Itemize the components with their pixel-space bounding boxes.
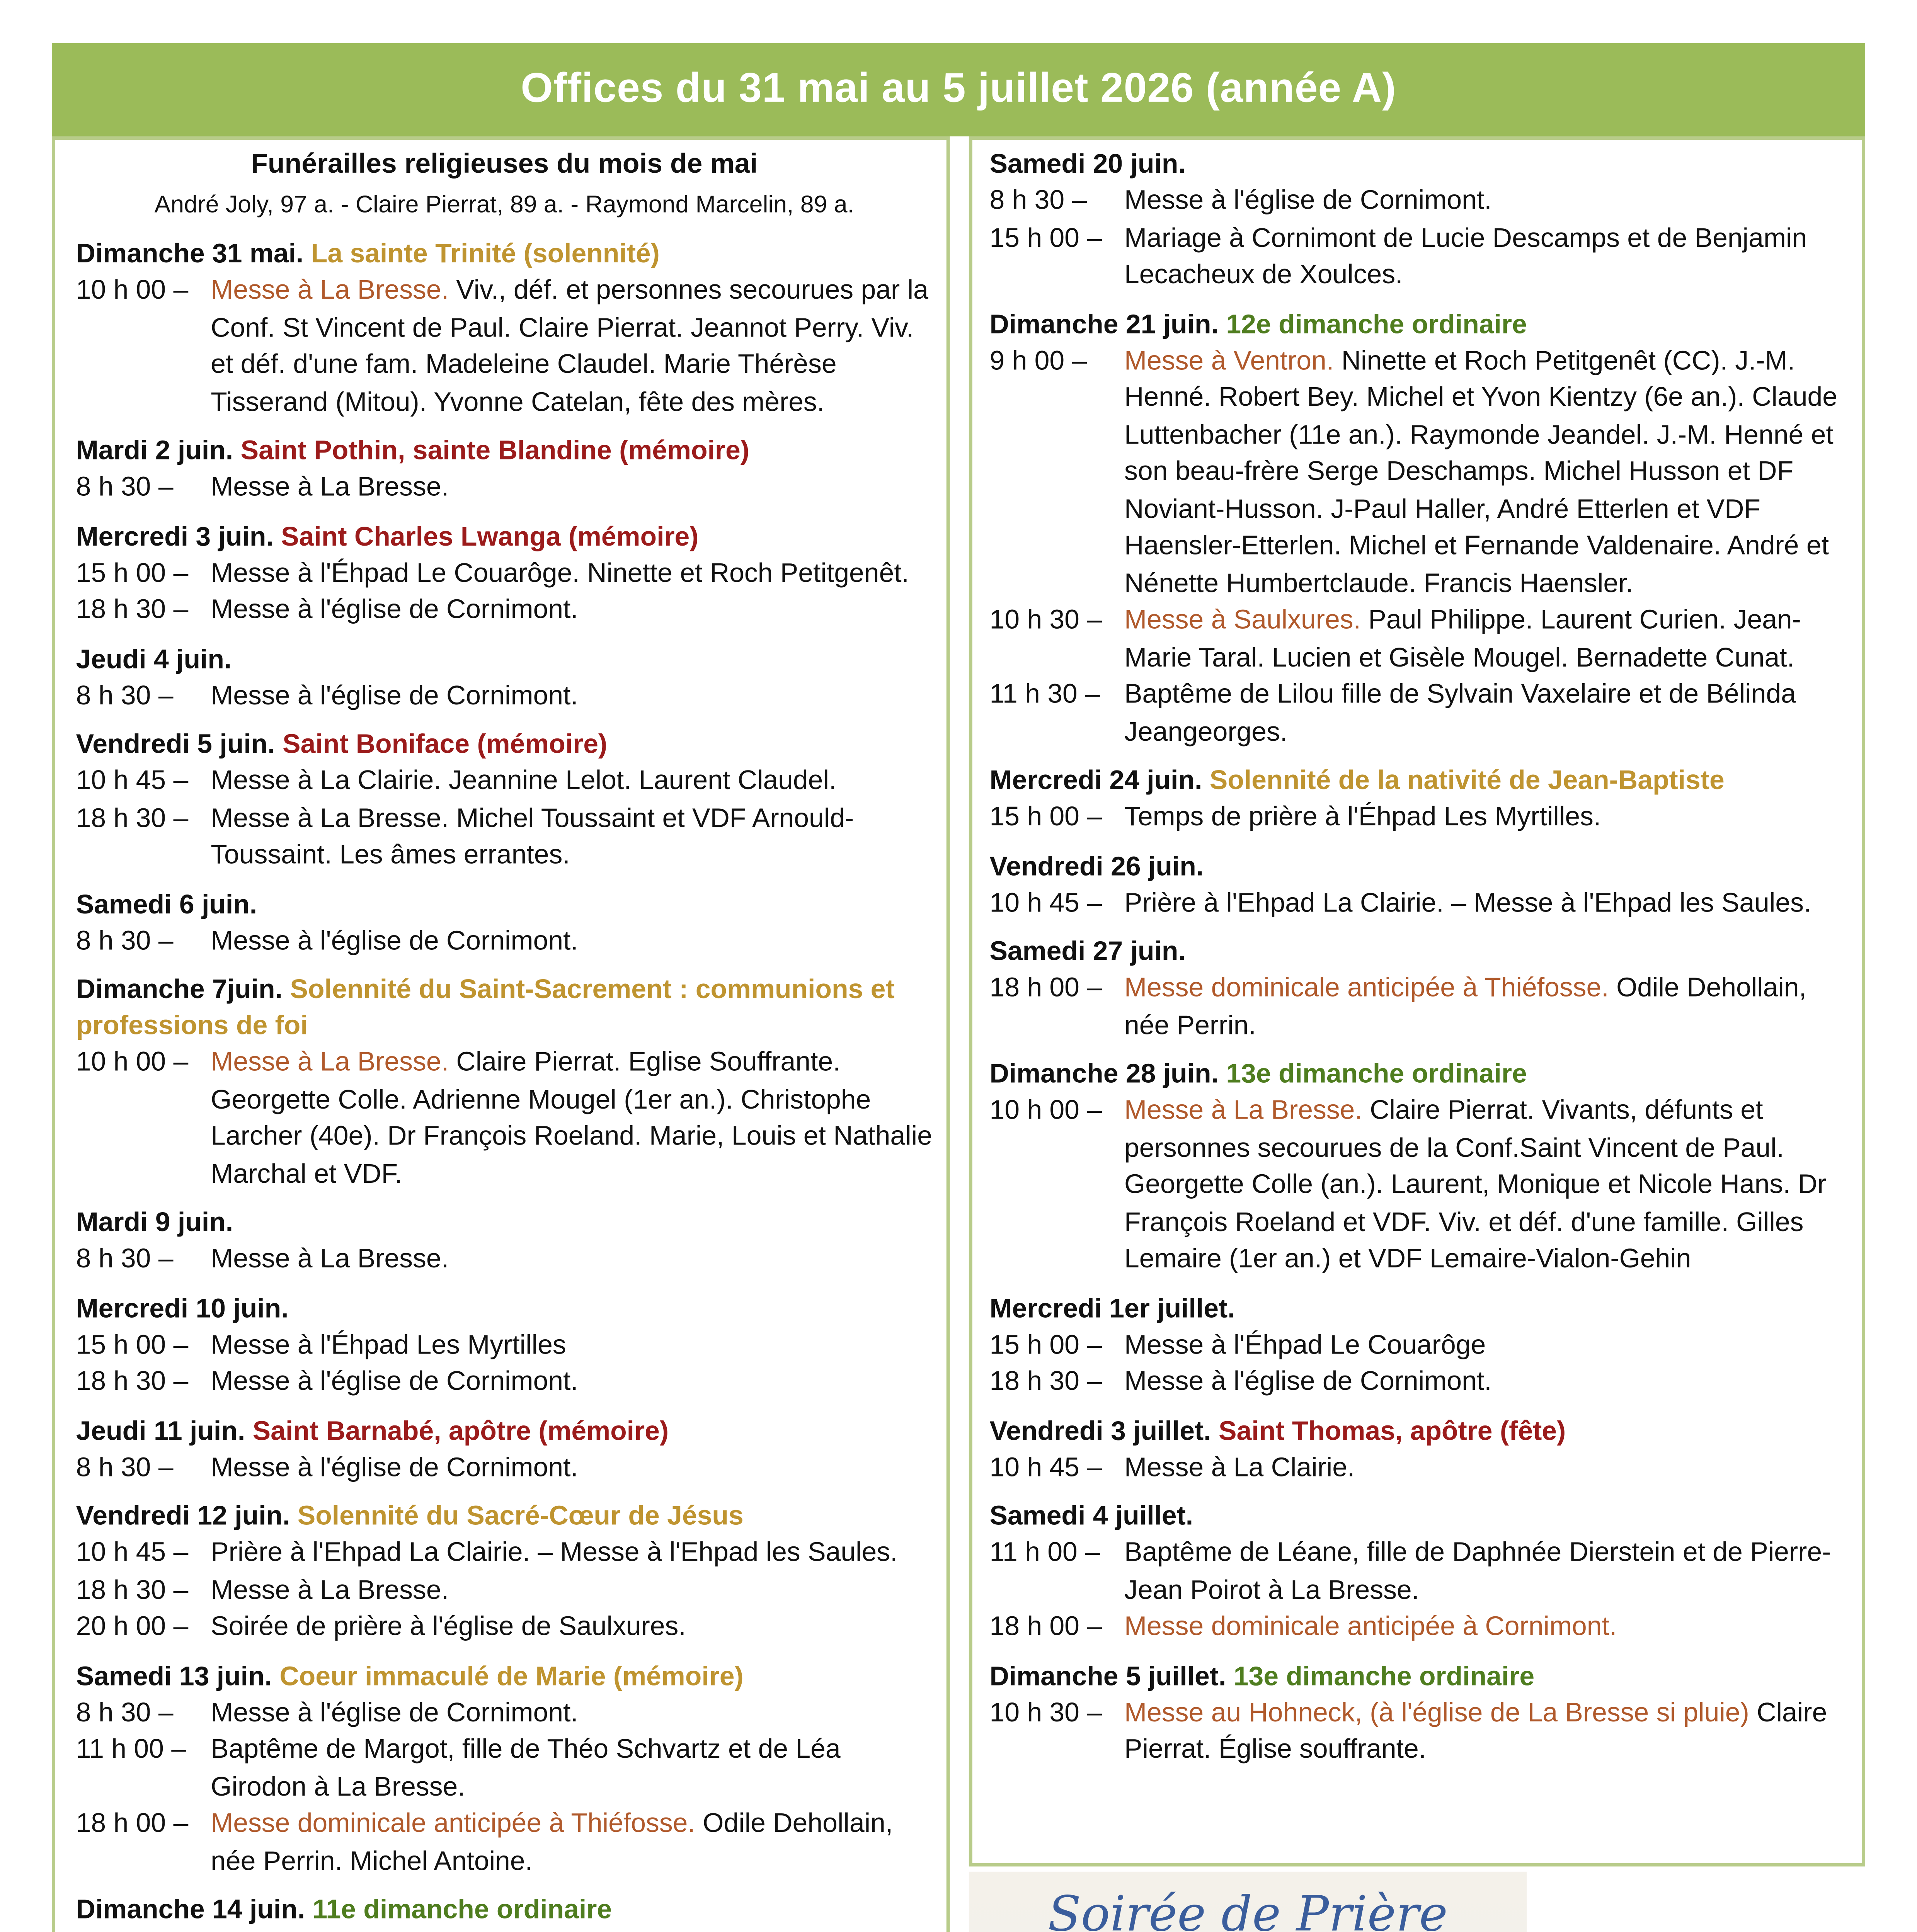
entry-time: 8 h 30 – — [76, 1245, 174, 1274]
entry-details — [211, 273, 933, 421]
entry-details — [211, 1242, 933, 1279]
schedule-entry — [76, 1449, 933, 1486]
entry-text: Messe à l'église de Cornimont. — [211, 595, 578, 625]
mass-location: Messe à Ventron. — [1124, 346, 1334, 376]
entry-details — [1124, 183, 1848, 220]
entry-time: 8 h 30 – — [989, 186, 1087, 216]
day-block — [989, 147, 1848, 294]
entry-time: 18 h 30 – — [76, 1575, 189, 1605]
entry-time: 10 h 00 – — [76, 1048, 189, 1078]
schedule-entry — [76, 1732, 933, 1806]
day-heading — [989, 849, 1848, 885]
day-date: Samedi 27 juin. — [989, 937, 1186, 967]
schedule-entry — [989, 1695, 1848, 1769]
entry-details — [1124, 799, 1848, 837]
entry-time: 18 h 30 – — [76, 595, 189, 625]
mass-location: Messe à La Bresse. — [1124, 1096, 1362, 1126]
day-date: Jeudi 11 juin. — [76, 1417, 245, 1446]
schedule-entry — [989, 183, 1848, 220]
entry-details — [211, 1609, 933, 1646]
schedule-entry — [989, 1327, 1848, 1364]
liturgical-feast: 13e dimanche ordinaire — [1233, 1662, 1535, 1691]
day-block — [76, 434, 933, 507]
entry-text: Messe à l'église de Cornimont. — [1124, 186, 1492, 216]
schedule-entry — [989, 970, 1848, 1044]
day-block — [76, 1291, 933, 1401]
day-heading — [76, 727, 933, 763]
entry-time: 18 h 00 – — [989, 974, 1102, 1003]
day-block — [76, 519, 933, 629]
day-block — [989, 849, 1848, 922]
liturgical-feast: Saint Boniface (mémoire) — [283, 730, 608, 760]
entry-time: 11 h 00 – — [76, 1735, 187, 1765]
schedule-column-right — [969, 136, 1865, 1866]
schedule-entry — [76, 1609, 933, 1646]
liturgical-feast: Saint Barnabé, apôtre (mémoire) — [252, 1417, 669, 1446]
day-date: Samedi 20 juin. — [989, 150, 1186, 180]
day-date: Vendredi 3 juillet. — [989, 1417, 1211, 1446]
entry-details — [1124, 1609, 1848, 1646]
entry-time — [76, 1929, 211, 1932]
poster-title: Soirée de Prière — [1048, 1885, 1448, 1932]
mass-location: Messe dominicale anticipée à Thiéfosse. — [1124, 974, 1609, 1003]
day-heading — [76, 1499, 933, 1535]
entry-details — [211, 555, 933, 592]
entry-details — [1124, 1327, 1848, 1364]
day-date: Samedi 6 juin. — [76, 890, 257, 920]
entry-text: Messe à l'Éhpad Le Couarôge. Ninette et Roch Petitgenêt. — [211, 558, 909, 588]
entry-details — [1124, 1093, 1848, 1279]
entry-time: 11 h 30 – — [989, 680, 1100, 710]
schedule-entry — [76, 1806, 933, 1880]
day-heading — [76, 1291, 933, 1327]
entry-details — [1124, 677, 1848, 751]
entry-time: 10 h 30 – — [989, 1698, 1102, 1728]
schedule-entry — [989, 1449, 1848, 1486]
day-date: Dimanche 7juin. — [76, 975, 283, 1005]
day-date: Dimanche 31 mai. — [76, 240, 304, 270]
liturgical-feast: Coeur immaculé de Marie (mémoire) — [279, 1662, 744, 1691]
liturgical-feast: Solennité du Saint-Sacrement : communions et professions de foi — [76, 975, 895, 1041]
day-block — [989, 763, 1848, 837]
mass-location: Messe à La Bresse. — [211, 1048, 449, 1078]
day-heading — [76, 236, 933, 273]
entry-time: 15 h 00 – — [76, 1330, 189, 1360]
day-block — [76, 1499, 933, 1646]
day-heading — [76, 519, 933, 555]
day-heading — [989, 934, 1848, 970]
mass-location: Messe dominicale anticipée à Cornimont. — [1124, 1612, 1617, 1642]
entry-details — [211, 1695, 933, 1732]
entry-time: 8 h 30 – — [76, 1698, 174, 1728]
day-block — [989, 1658, 1848, 1769]
liturgical-feast: Solennité du Sacré-Cœur de Jésus — [297, 1502, 744, 1532]
schedule-entry — [989, 603, 1848, 677]
day-block — [76, 972, 933, 1193]
entry-details — [211, 1535, 933, 1572]
day-block — [989, 1413, 1848, 1486]
day-date: Mercredi 10 juin. — [76, 1294, 289, 1324]
entry-text: Messe à l'église de Cornimont. — [211, 681, 578, 711]
entry-text: Messe à La Clairie. — [1124, 1453, 1355, 1483]
day-heading — [989, 1658, 1848, 1695]
schedule-entry — [76, 1535, 933, 1572]
entry-text: Messe à l'Éhpad Le Couarôge — [1124, 1330, 1486, 1360]
entry-text: Messe à La Bresse. — [211, 1245, 449, 1274]
entry-text: Messe à l'église de Cornimont. — [1124, 1367, 1492, 1397]
schedule-entry — [989, 677, 1848, 751]
liturgical-feast: 12e dimanche ordinaire — [1226, 310, 1527, 340]
entry-time: 18 h 30 – — [76, 804, 189, 833]
day-date: Vendredi 12 juin. — [76, 1502, 290, 1532]
schedule-entry — [76, 592, 933, 629]
schedule-entry — [989, 343, 1848, 603]
day-date: Mercredi 1er juillet. — [989, 1294, 1235, 1324]
day-heading — [989, 1499, 1848, 1535]
day-block — [76, 236, 933, 421]
schedule-entry — [76, 1572, 933, 1609]
entry-details — [1124, 1535, 1848, 1609]
entry-time: 10 h 00 – — [76, 276, 189, 306]
entry-text: Soirée de prière à l'église de Saulxures. — [211, 1612, 686, 1642]
funerals-names: André Joly, 97 a. - Claire Pierrat, 89 a. - Raymond Marcelin, 89 a. — [154, 190, 854, 218]
day-heading — [989, 1057, 1848, 1093]
day-date: Samedi 13 juin. — [76, 1662, 272, 1691]
day-block — [76, 1413, 933, 1486]
entry-details — [211, 1327, 933, 1364]
entry-text: Messe à l'église de Cornimont. — [211, 1698, 578, 1728]
day-date: Dimanche 21 juin. — [989, 310, 1219, 340]
entry-text: Temps de prière à l'Éhpad Les Myrtilles. — [1124, 803, 1601, 832]
entry-details — [211, 763, 933, 800]
schedule-entry — [76, 1327, 933, 1364]
day-date: Mardi 2 juin. — [76, 437, 233, 466]
entry-time: 10 h 45 – — [989, 1453, 1102, 1483]
left-days-list — [76, 236, 933, 1932]
entry-text: Prière à l'Ehpad La Clairie. – Messe à l'Ehpad les Saules. — [211, 1538, 898, 1568]
day-block — [76, 1658, 933, 1880]
page-title: Offices du 31 mai au 5 juillet 2026 (année A) — [52, 43, 1865, 136]
schedule-entry — [76, 1364, 933, 1401]
entry-text: Claire Pierrat. Église souffrante. — [1124, 1698, 1827, 1765]
entry-time: 10 h 45 – — [989, 888, 1102, 918]
schedule-entry — [76, 763, 933, 800]
entry-details — [211, 1732, 933, 1806]
liturgical-feast: 11e dimanche ordinaire — [312, 1896, 612, 1925]
liturgical-feast: Solennité de la nativité de Jean-Baptiste — [1209, 767, 1725, 796]
entry-text: Prière à l'Ehpad La Clairie. – Messe à l'Ehpad les Saules. — [1124, 888, 1811, 918]
entry-time: 8 h 30 – — [76, 926, 174, 956]
day-heading — [989, 1413, 1848, 1449]
schedule-entry — [989, 1364, 1848, 1401]
mass-location: Messe à Saulxures. — [1124, 606, 1361, 636]
schedule-entry — [989, 1093, 1848, 1279]
entry-details — [211, 678, 933, 715]
entry-details — [1124, 1449, 1848, 1486]
day-heading — [76, 641, 933, 678]
entry-text: Viv., déf. et personnes secourues par la Conf. St Vincent de Paul. Claire Pierrat. Jeannot Perry. Viv. et déf. d'une fam. Madeleine Claudel. Marie Thérèse Tisserand (Mitou). Yvonne Catelan, fête des mères. — [211, 276, 928, 417]
schedule-entry — [989, 799, 1848, 837]
entry-details — [1124, 885, 1848, 922]
entry-details — [1124, 603, 1848, 677]
entry-time: 18 h 00 – — [76, 1809, 189, 1839]
entry-text: Paul Philippe. Laurent Curien. Jean-Marie Taral. Lucien et Gisèle Mougel. Bernadette Cunat. — [1124, 606, 1801, 673]
entry-text: Messe à l'Éhpad Les Myrtilles — [211, 1330, 566, 1360]
entry-time: 15 h 00 – — [989, 1330, 1102, 1360]
entry-time: 18 h 00 – — [989, 1612, 1102, 1642]
day-block — [989, 1499, 1848, 1646]
entry-time: 15 h 00 – — [76, 558, 189, 588]
entry-time: 8 h 30 – — [76, 1453, 174, 1483]
day-date: Dimanche 14 juin. — [76, 1896, 305, 1925]
entry-details — [211, 1572, 933, 1609]
schedule-entry — [989, 220, 1848, 294]
entry-details — [211, 592, 933, 629]
entry-time: 8 h 30 – — [76, 681, 174, 711]
entry-text: Claire Pierrat. Eglise Souffrante. Georgette Colle. Adrienne Mougel (1er an.). Christophe Larcher (40e). Dr François Roeland. Marie, Louis et Nathalie Marchal et VDF. — [211, 1048, 932, 1189]
entry-time: 20 h 00 – — [76, 1612, 189, 1642]
entry-text: Messe à La Bresse. — [211, 473, 449, 503]
entry-details — [1124, 1364, 1848, 1401]
entry-text: Messe à l'église de Cornimont. — [211, 1367, 578, 1397]
day-heading — [989, 763, 1848, 799]
schedule-entry — [76, 273, 933, 421]
liturgical-feast: Saint Charles Lwanga (mémoire) — [281, 522, 699, 552]
day-block — [76, 641, 933, 715]
entry-time: 15 h 00 – — [989, 803, 1102, 832]
day-block — [989, 934, 1848, 1044]
schedule-entry — [76, 1044, 933, 1193]
day-block — [989, 1291, 1848, 1401]
day-date: Mercredi 3 juin. — [76, 522, 274, 552]
day-date: Jeudi 4 juin. — [76, 645, 232, 674]
entry-details — [1124, 220, 1848, 294]
entry-text: Baptême de Margot, fille de Théo Schvartz et de Léa Girodon à La Bresse. — [211, 1735, 841, 1802]
day-heading — [76, 1413, 933, 1449]
liturgical-feast: 13e dimanche ordinaire — [1226, 1060, 1527, 1090]
entry-time: 9 h 00 – — [989, 346, 1087, 376]
day-block — [989, 1057, 1848, 1279]
day-heading — [76, 972, 933, 1045]
mass-location: Messe au Hohneck, (à l'église de La Bresse si pluie) — [1124, 1698, 1749, 1728]
day-heading — [989, 147, 1848, 183]
schedule-entry — [989, 1535, 1848, 1609]
day-heading — [989, 306, 1848, 343]
day-date: Mercredi 24 juin. — [989, 767, 1202, 796]
schedule-entry — [76, 923, 933, 960]
day-heading — [76, 434, 933, 470]
entry-details — [1124, 970, 1848, 1044]
mass-location: Messe dominicale anticipée à Thiéfosse. — [211, 1809, 695, 1839]
entry-details — [1124, 343, 1848, 603]
entry-details — [211, 923, 933, 960]
day-heading — [76, 1892, 933, 1929]
day-date: Mardi 9 juin. — [76, 1208, 233, 1238]
entry-details — [211, 1449, 933, 1486]
entry-time: 10 h 45 – — [76, 767, 189, 796]
schedule-entry — [76, 469, 933, 507]
day-block — [76, 887, 933, 960]
entry-text: Messe à l'église de Cornimont. — [211, 926, 578, 956]
entry-time: 8 h 30 – — [76, 473, 174, 503]
entry-time: 10 h 30 – — [989, 606, 1102, 636]
day-heading — [989, 1291, 1848, 1327]
entry-time: 10 h 00 – — [989, 1096, 1102, 1126]
entry-text: Messe à La Bresse. Michel Toussaint et VDF Arnould-Toussaint. Les âmes errantes. — [211, 804, 854, 871]
day-date: Samedi 4 juillet. — [989, 1502, 1193, 1532]
entry-time: 18 h 30 – — [989, 1367, 1102, 1397]
entry-time: 11 h 00 – — [989, 1538, 1100, 1568]
entry-text: Odile Dehollain, née Perrin. — [1124, 974, 1807, 1041]
schedule-entry — [76, 800, 933, 874]
funerals-title: Funérailles religieuses du mois de mai — [251, 150, 758, 180]
day-heading — [76, 1658, 933, 1695]
entry-time: 10 h 45 – — [76, 1538, 189, 1568]
liturgical-feast: La sainte Trinité (solennité) — [311, 240, 660, 270]
schedule-entry — [989, 885, 1848, 922]
day-date: Vendredi 26 juin. — [989, 852, 1204, 882]
entry-text: Claire Pierrat. Vivants, défunts et personnes secourues de la Conf.Saint Vincent de Paul. Georgette Colle (an.). Laurent, Monique et Nicole Hans. Dr François Roeland et VDF. Viv. et déf. d'une famille. Gilles Lemaire (1er an.) et VDF Lemaire-Vialon-Gehin — [1124, 1096, 1827, 1274]
entry-text: Messe à La Bresse. — [211, 1575, 449, 1605]
entry-details — [211, 1806, 933, 1880]
entry-details — [211, 1929, 933, 1932]
day-block — [76, 1205, 933, 1279]
schedule-entry — [989, 1609, 1848, 1646]
prayer-evening-poster — [969, 1872, 1527, 1932]
day-date: Vendredi 5 juin. — [76, 730, 275, 760]
day-block — [76, 1892, 933, 1932]
entry-text: Baptême de Lilou fille de Sylvain Vaxelaire et de Bélinda Jeangeorges. — [1124, 680, 1796, 747]
day-date: Dimanche 5 juillet. — [989, 1662, 1226, 1691]
entry-text: Messe à l'église de Cornimont. — [211, 1453, 578, 1483]
liturgical-feast: Saint Pothin, sainte Blandine (mémoire) — [240, 437, 749, 466]
schedule-entry — [76, 1242, 933, 1279]
schedule-entry — [76, 1695, 933, 1732]
entry-text: Baptême de Léane, fille de Daphnée Dierstein et de Pierre-Jean Poirot à La Bresse. — [1124, 1538, 1831, 1605]
entry-time: 15 h 00 – — [989, 223, 1102, 253]
entry-text: Mariage à Cornimont de Lucie Descamps et de Benjamin Lecacheux de Xoulces. — [1124, 223, 1807, 290]
entry-text: Ninette et Roch Petitgenêt (CC). J.-M. Henné. Robert Bey. Michel et Yvon Kientzy (6e an.). Claude Luttenbacher (11e an.). Raymonde Jeandel. J.-M. Henné et son beau-frère Serge Deschamps. Michel Husson et DF Noviant-Husson. J-Paul Haller, André Etterlen et VDF Haensler-Etterlen. Michel et Fernande Valdenaire. André et Nénette Humbertclaude. Francis Haensler. — [1124, 346, 1837, 599]
liturgical-feast: Saint Thomas, apôtre (fête) — [1219, 1417, 1566, 1446]
day-heading — [76, 887, 933, 923]
day-block — [989, 306, 1848, 751]
entry-details — [211, 800, 933, 874]
mass-location: Messe à La Bresse. — [211, 276, 449, 306]
day-block — [76, 727, 933, 874]
entry-details — [211, 1044, 933, 1193]
schedule-entry — [76, 555, 933, 592]
entry-text: Messe à La Clairie. Jeannine Lelot. Laurent Claudel. — [211, 767, 837, 796]
entry-details — [1124, 1695, 1848, 1769]
entry-details — [211, 469, 933, 507]
schedule-entry — [76, 1929, 933, 1932]
day-date: Dimanche 28 juin. — [989, 1060, 1219, 1090]
right-days-list — [989, 147, 1848, 1769]
entry-time: 18 h 30 – — [76, 1367, 189, 1397]
entry-text: Odile Dehollain, née Perrin. Michel Antoine. — [211, 1809, 893, 1876]
entry-details — [211, 1364, 933, 1401]
day-heading — [76, 1205, 933, 1242]
schedule-column-left — [52, 136, 950, 1932]
schedule-entry — [76, 678, 933, 715]
